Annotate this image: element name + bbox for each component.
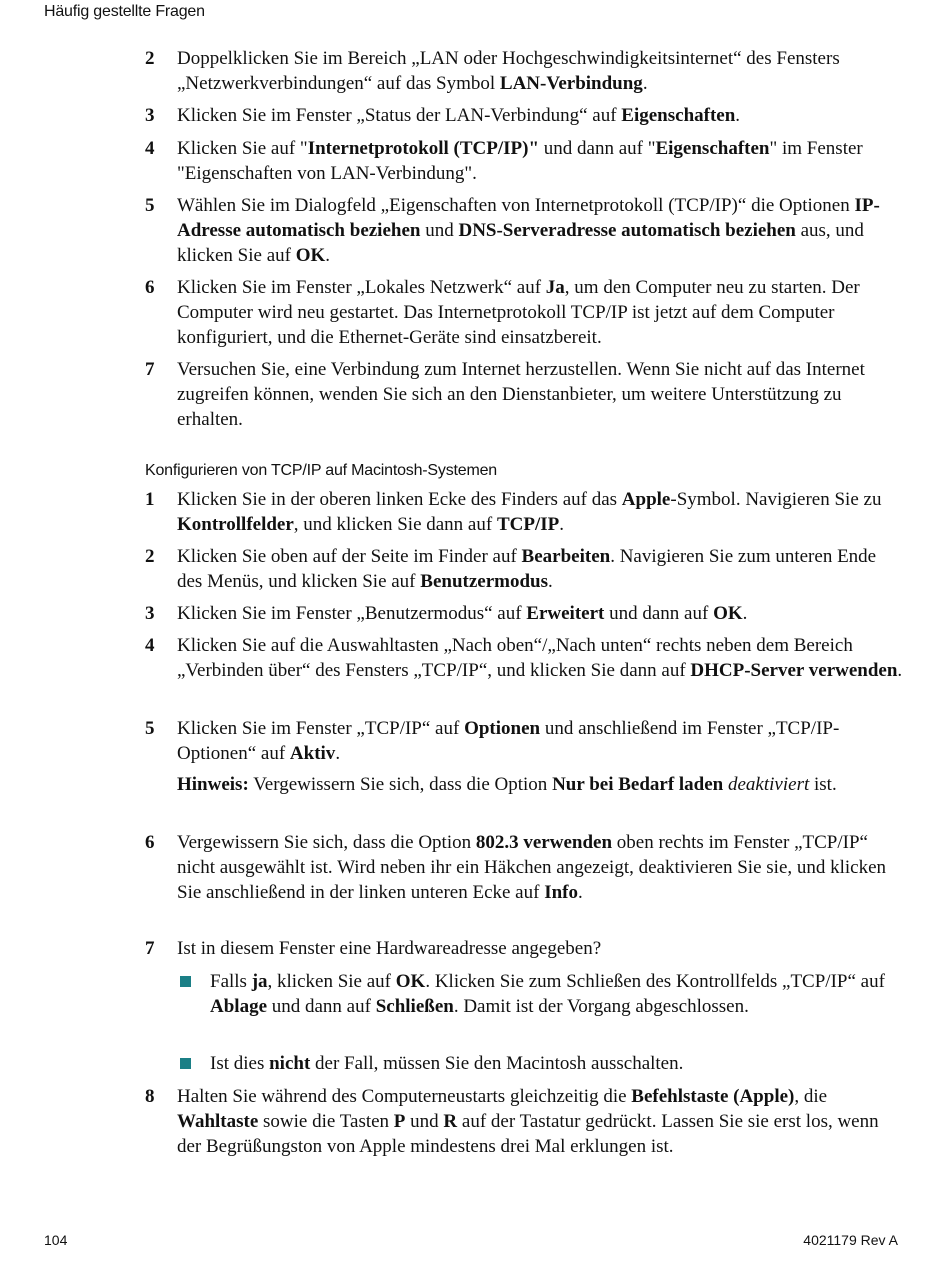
text-run: Klicken Sie im Fenster „Status der LAN-Verbindung“ auf bbox=[177, 105, 622, 126]
text-run: Internetprotokoll (TCP/IP)" bbox=[307, 138, 540, 159]
step-number: 2 bbox=[145, 48, 155, 69]
text-run: Vergewissern Sie sich, dass die Option bbox=[248, 774, 553, 795]
text-run: OK bbox=[713, 603, 743, 624]
step-text bbox=[177, 717, 905, 767]
list-item bbox=[145, 1085, 905, 1159]
text-run: P bbox=[393, 1110, 406, 1132]
step-text bbox=[177, 545, 905, 595]
text-run: Versuchen Sie, eine Verbindung zum Internet herzustellen. Wenn Sie nicht auf das Internet zugreifen können, wenden Sie sich an den Dienstanbieter, um weitere Unterstützung zu erhalten. bbox=[177, 359, 865, 430]
step-text bbox=[177, 194, 905, 268]
text-run: . Navigieren Sie zum unteren Ende des Menüs, und klicken Sie auf bbox=[177, 546, 877, 592]
bullet-item bbox=[177, 970, 905, 1020]
text-run: Optionen bbox=[464, 718, 541, 739]
text-run: sowie die Tasten bbox=[258, 1110, 394, 1132]
text-run: IP-Adresse automatisch beziehen bbox=[177, 195, 880, 241]
text-run: Wahltaste bbox=[177, 1110, 259, 1132]
text-run: Klicken Sie in der oberen linken Ecke des Finders auf das bbox=[177, 489, 622, 510]
list-item bbox=[145, 276, 905, 350]
text-run: Ablage bbox=[210, 995, 267, 1017]
text-run: und dann auf bbox=[267, 995, 376, 1017]
step-text bbox=[177, 488, 905, 538]
text-run: deaktiviert bbox=[728, 774, 810, 795]
text-run: Kontrollfelder bbox=[177, 513, 294, 535]
list-item bbox=[145, 602, 905, 627]
text-run: " im Fenster "Eigenschaften von LAN-Verbindung". bbox=[177, 138, 863, 184]
text-run: -Symbol. Navigieren Sie zu bbox=[670, 489, 882, 510]
list-item bbox=[145, 488, 905, 538]
text-run: DNS-Serveradresse automatisch beziehen bbox=[458, 219, 796, 241]
step-text bbox=[177, 831, 905, 905]
text-run: Klicken Sie im Fenster „Benutzermodus“ auf bbox=[177, 603, 527, 624]
text-run: . bbox=[742, 603, 748, 624]
text-run: OK bbox=[295, 244, 326, 266]
list-item bbox=[145, 194, 905, 268]
text-run: . bbox=[735, 105, 741, 126]
page-number: 104 bbox=[44, 1232, 68, 1248]
step-text bbox=[177, 634, 905, 684]
text-run: auf der Tastatur gedrückt. Lassen Sie sie erst los, wenn der Begrüßungston von Apple mindestens drei Mal erklungen ist. bbox=[177, 1110, 879, 1157]
text-run: . Damit ist der Vorgang abgeschlossen. bbox=[453, 995, 749, 1017]
step-number: 5 bbox=[145, 718, 155, 739]
text-run: Klicken Sie auf die Auswahltasten „Nach oben“/„Nach unten“ rechts neben dem Bereich „Verbinden über“ des Fensters „TCP/IP“, und klicken Sie dann auf bbox=[177, 635, 853, 681]
text-run: Benutzermodus bbox=[420, 570, 548, 592]
text-run: oben rechts im Fenster „TCP/IP“ nicht ausgewählt ist. Wird neben ihr ein Häkchen angezeigt, deaktivieren Sie sie, und klicken Sie anschließend in der linken unteren Ecke auf bbox=[177, 832, 887, 903]
step-number: 8 bbox=[145, 1086, 155, 1107]
text-run: Klicken Sie im Fenster „Lokales Netzwerk“ auf bbox=[177, 277, 546, 298]
text-run: Schließen bbox=[375, 995, 454, 1017]
step-number: 5 bbox=[145, 195, 155, 216]
text-run: Doppelklicken Sie im Bereich „LAN oder Hochgeschwindigkeitsinternet“ des Fensters „Netzwerkverbindungen“ auf das Symbol bbox=[177, 48, 840, 94]
text-run: Klicken Sie auf " bbox=[177, 138, 308, 159]
text-run: R bbox=[443, 1110, 458, 1132]
text-run: . bbox=[578, 881, 583, 903]
text-run: Eigenschaften bbox=[621, 105, 736, 126]
bullet-text bbox=[210, 1052, 905, 1077]
text-run: TCP/IP bbox=[496, 513, 560, 535]
bullet-text bbox=[210, 970, 905, 1020]
text-run: , klicken Sie auf bbox=[267, 971, 396, 992]
text-run: OK bbox=[395, 971, 426, 992]
step-number: 6 bbox=[145, 277, 155, 298]
text-run: der Fall, müssen Sie den Macintosh ausschalten. bbox=[310, 1053, 684, 1074]
text-run: . bbox=[325, 244, 331, 266]
page-header: Häufig gestellte Fragen bbox=[44, 3, 205, 20]
text-run: , um den Computer neu zu starten. Der Computer wird neu gestartet. Das Internetprotokoll TCP/IP ist jetzt auf dem Computer konfiguriert, und die Ethernet-Geräte sind einsatzbereit. bbox=[177, 277, 860, 348]
text-run: . bbox=[335, 742, 341, 764]
step-text bbox=[177, 137, 905, 187]
text-run: , und klicken Sie dann auf bbox=[293, 513, 497, 535]
text-run: DHCP-Server verwenden bbox=[690, 659, 898, 681]
text-run: Eigenschaften bbox=[655, 138, 770, 159]
text-run: und dann auf bbox=[604, 603, 714, 624]
text-run: und dann auf " bbox=[539, 138, 656, 159]
text-run: Wählen Sie im Dialogfeld „Eigenschaften von Internetprotokoll (TCP/IP)“ die Optionen bbox=[177, 195, 855, 216]
step-text bbox=[177, 937, 905, 962]
text-run: . bbox=[548, 570, 553, 592]
text-run: Bearbeiten bbox=[521, 546, 611, 567]
text-run: LAN-Verbindung bbox=[499, 72, 643, 94]
text-run: und bbox=[420, 219, 459, 241]
step-text bbox=[177, 602, 905, 627]
square-bullet-icon bbox=[180, 1058, 191, 1069]
text-run: . Klicken Sie zum Schließen des Kontrollfelds „TCP/IP“ auf bbox=[425, 971, 885, 992]
text-run: nicht bbox=[269, 1053, 311, 1074]
step-text bbox=[177, 47, 905, 97]
text-run: Aktiv bbox=[289, 742, 336, 764]
text-run: Info bbox=[544, 881, 578, 903]
document-id: 4021179 Rev A bbox=[803, 1232, 898, 1248]
text-run: Klicken Sie oben auf der Seite im Finder auf bbox=[177, 546, 522, 567]
note bbox=[177, 773, 905, 798]
step-text bbox=[177, 1085, 905, 1159]
text-run: Hinweis: bbox=[177, 774, 249, 795]
step-number: 3 bbox=[145, 603, 155, 624]
text-run: . bbox=[897, 659, 903, 681]
text-run: Ist in diesem Fenster eine Hardwareadresse angegeben? bbox=[177, 938, 602, 959]
list-item bbox=[145, 545, 905, 595]
list-item bbox=[145, 47, 905, 97]
list-item bbox=[145, 937, 905, 962]
list-item bbox=[145, 634, 905, 684]
step-number: 7 bbox=[145, 938, 155, 959]
list-item bbox=[145, 358, 905, 432]
step-text bbox=[177, 276, 905, 350]
list-item bbox=[145, 137, 905, 187]
step-number: 4 bbox=[145, 635, 155, 656]
text-run: und anschließend im Fenster „TCP/IP-Optionen“ auf bbox=[177, 718, 840, 764]
text-run: Halten Sie während des Computerneustarts gleichzeitig die bbox=[177, 1086, 632, 1107]
text-run: ja bbox=[251, 971, 268, 992]
text-run: Nur bei Bedarf laden bbox=[552, 774, 724, 795]
step-number: 4 bbox=[145, 138, 155, 159]
section-heading: Konfigurieren von TCP/IP auf Macintosh-Systemen bbox=[145, 462, 497, 479]
bullet-item bbox=[177, 1052, 905, 1077]
text-run: . bbox=[559, 513, 564, 535]
text-run: . bbox=[642, 72, 648, 94]
text-run: , die bbox=[794, 1086, 828, 1107]
step-number: 3 bbox=[145, 105, 155, 126]
step-number: 1 bbox=[145, 489, 155, 510]
step-text bbox=[177, 104, 905, 129]
text-run: und bbox=[405, 1110, 444, 1132]
text-run: Ja bbox=[545, 277, 565, 298]
step-text bbox=[177, 358, 905, 432]
text-run: 802.3 verwenden bbox=[475, 832, 613, 853]
step-number: 6 bbox=[145, 832, 155, 853]
text-run: Falls bbox=[210, 971, 252, 992]
step-number: 2 bbox=[145, 546, 155, 567]
text-run: Vergewissern Sie sich, dass die Option bbox=[177, 832, 476, 853]
text-run: Befehlstaste (Apple) bbox=[631, 1086, 795, 1107]
list-item bbox=[145, 717, 905, 767]
text-run: Erweitert bbox=[526, 603, 605, 624]
list-item bbox=[145, 104, 905, 129]
text-run: aus, und klicken Sie auf bbox=[177, 219, 864, 266]
text-run: Apple bbox=[621, 489, 671, 510]
square-bullet-icon bbox=[180, 976, 191, 987]
list-item bbox=[145, 831, 905, 905]
step-number: 7 bbox=[145, 359, 155, 380]
text-run: ist. bbox=[809, 774, 837, 795]
text-run: Klicken Sie im Fenster „TCP/IP“ auf bbox=[177, 718, 465, 739]
text-run: Ist dies bbox=[210, 1053, 270, 1074]
